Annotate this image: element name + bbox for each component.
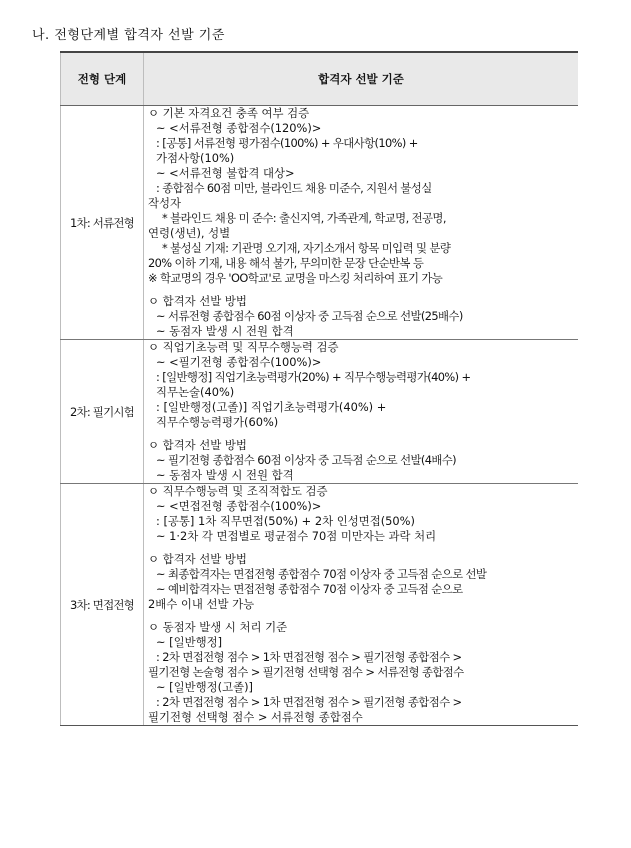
table-row [61, 484, 579, 726]
criteria-line: ~ 최종합격자는 면접전형 종합점수 70점 이상자 중 고득점 순으로 선발 [156, 567, 487, 581]
criteria-line: ㅇ 직무수행능력 및 조직적합도 검증 [148, 484, 328, 498]
criteria-line: ㅇ 합격자 선발 방법 [148, 552, 247, 566]
criteria-line: * 불성실 기재: 기관명 오기재, 자기소개서 항목 미입력 및 분량 [162, 241, 451, 255]
criteria-line: ㅇ 직업기초능력 및 직무수행능력 검증 [148, 340, 339, 354]
criteria-line: ※ 학교명의 경우 'OO학교'로 교명을 마스킹 처리하여 표기 가능 [148, 271, 443, 285]
spacer [144, 544, 578, 552]
criteria-line: 가점사항(10%) [156, 151, 235, 165]
criteria-line: 20% 이하 기재, 내용 해석 불가, 무의미한 문장 단순반복 등 [148, 256, 424, 270]
criteria-line: ~ 서류전형 종합점수 60점 이상자 중 고득점 순으로 선발(25배수) [156, 309, 463, 323]
criteria-line: 연령(생년), 성별 [148, 226, 231, 240]
header-stage: 전형 단계 [61, 52, 144, 106]
table-header-row [61, 52, 579, 106]
criteria-line: : [공통] 1차 직무면접(50%) + 2차 인성면접(50%) [156, 514, 415, 528]
criteria-line: ~ 1·2차 각 면접별로 평균점수 70점 미만자는 과락 처리 [156, 529, 437, 543]
criteria-line: ~ <서류전형 종합점수(120%)> [156, 121, 322, 135]
criteria-line: : 종합점수 60점 미만, 블라인드 채용 미준수, 지원서 불성실 [156, 181, 432, 195]
spacer [144, 286, 578, 294]
criteria-line: ~ 동점자 발생 시 전원 합격 [156, 468, 294, 482]
section-title: 나. 전형단계별 합격자 선발 기준 [32, 28, 225, 43]
criteria-line: ~ [일반행정(고졸)] [156, 680, 253, 694]
criteria-line: : [일반행정(고졸)] 직업기초능력평가(40%) + [156, 400, 387, 414]
stage-cell: 1차: 서류전형 [61, 106, 144, 340]
criteria-line: ~ 필기전형 종합점수 60점 이상자 중 고득점 순으로 선발(4배수) [156, 453, 457, 467]
criteria-line: ~ <서류전형 불합격 대상> [156, 166, 295, 180]
spacer [144, 612, 578, 620]
criteria-line: 필기전형 선택형 점수 > 서류전형 종합점수 [148, 710, 363, 724]
criteria-line: 2배수 이내 선발 가능 [148, 597, 255, 611]
stage-cell: 2차: 필기시험 [61, 340, 144, 484]
header-criteria: 합격자 선발 기준 [144, 52, 579, 106]
criteria-line: ~ 동점자 발생 시 전원 합격 [156, 324, 294, 338]
criteria-line: : 2차 면접전형 점수 > 1차 면접전형 점수 > 필기전형 종합점수 > [156, 695, 462, 709]
spacer [144, 430, 578, 438]
criteria-cell [144, 484, 579, 726]
criteria-line: * 블라인드 채용 미 준수: 출신지역, 가족관계, 학교명, 전공명, [162, 211, 446, 225]
criteria-line: : [공통] 서류전형 평가점수(100%) + 우대사항(10%) + [156, 136, 418, 150]
criteria-line: ~ 예비합격자는 면접전형 종합점수 70점 이상자 중 고득점 순으로 [156, 582, 463, 596]
criteria-line: 작성자 [148, 196, 182, 210]
criteria-line: 필기전형 논술형 점수 > 필기전형 선택형 점수 > 서류전형 종합점수 [148, 665, 464, 679]
criteria-line: ~ <면접전형 종합점수(100%)> [156, 499, 322, 513]
criteria-line: ~ [일반행정] [156, 635, 223, 649]
criteria-line: ㅇ 동점자 발생 시 처리 기준 [148, 620, 288, 634]
criteria-line: ~ <필기전형 종합점수(100%)> [156, 355, 322, 369]
stage-cell: 3차: 면접전형 [61, 484, 144, 726]
table-row [61, 106, 579, 340]
criteria-cell [144, 106, 579, 340]
selection-criteria-table [60, 51, 578, 726]
criteria-line: ㅇ 합격자 선발 방법 [148, 438, 247, 452]
criteria-line: ㅇ 기본 자격요건 충족 여부 검증 [148, 106, 310, 120]
criteria-line: 직무논술(40%) [156, 385, 235, 399]
criteria-line: 직무수행능력평가(60%) [156, 415, 279, 429]
criteria-line: ㅇ 합격자 선발 방법 [148, 294, 247, 308]
criteria-cell [144, 340, 579, 484]
criteria-line: : [일반행정] 직업기초능력평가(20%) + 직무수행능력평가(40%) + [156, 370, 471, 384]
table-row [61, 340, 579, 484]
criteria-line: : 2차 면접전형 점수 > 1차 면접전형 점수 > 필기전형 종합점수 > [156, 650, 462, 664]
